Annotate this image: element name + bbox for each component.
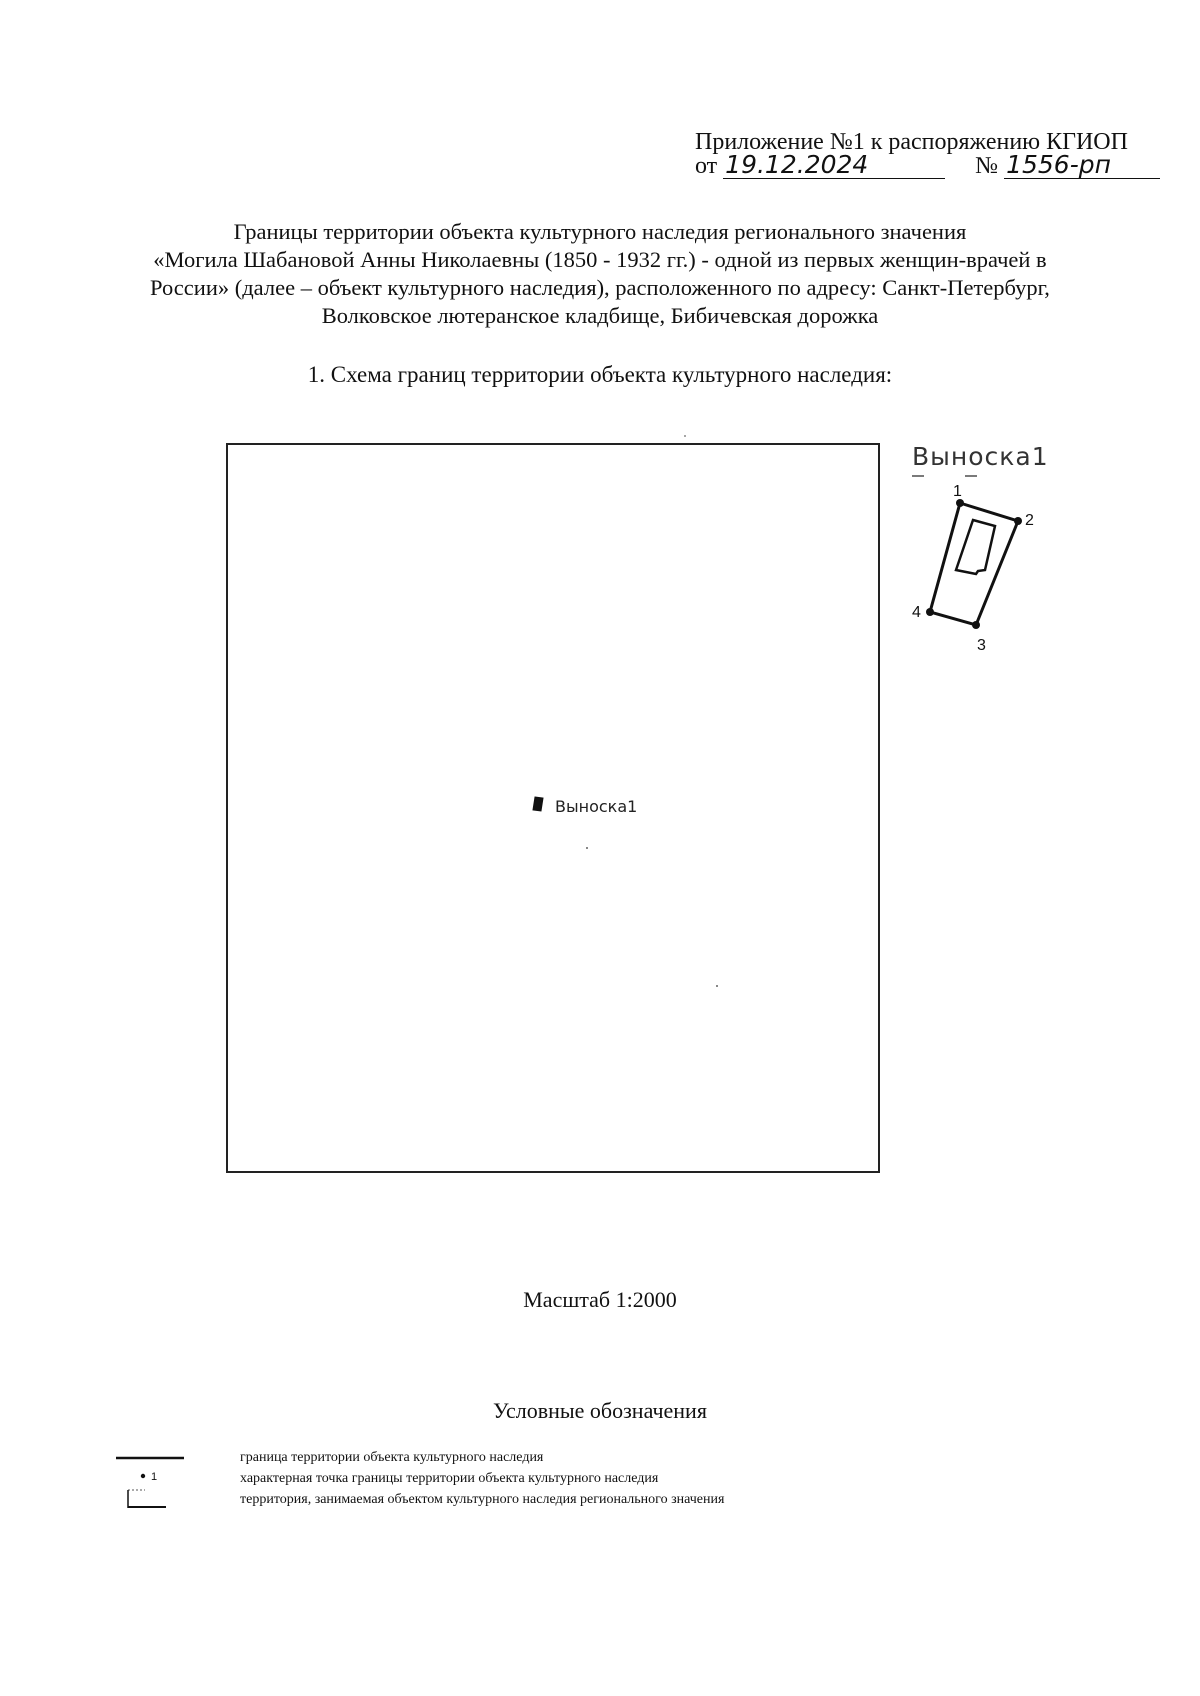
date-prefix: от	[695, 153, 718, 179]
point-label-2: 2	[1025, 512, 1034, 529]
appendix-label: Приложение №1 к распоряжению КГИОП	[695, 129, 1128, 155]
legend-point-number: 1	[151, 1471, 158, 1483]
map-speck	[586, 847, 588, 849]
boundary-point-3	[972, 621, 980, 629]
map-speck	[716, 985, 718, 987]
title-line-2: «Могила Шабановой Анны Николаевны (1850 - 1932 гг.) - одной из первых женщин-врачей в	[153, 247, 1047, 272]
boundary-point-2	[1014, 517, 1022, 525]
scale-label: Масштаб 1:2000	[523, 1287, 677, 1312]
section-heading: 1. Схема границ территории объекта культурного наследия:	[307, 362, 893, 387]
point-label-3: 3	[977, 637, 986, 654]
point-label-4: 4	[912, 604, 921, 621]
inset-title: Выноска1	[912, 442, 1049, 471]
handwritten-date: 19.12.2024	[723, 152, 945, 179]
object-marker	[533, 797, 543, 811]
object-outline	[956, 520, 995, 574]
point-label-1: 1	[953, 483, 962, 500]
legend-item-point: характерная точка границы территории объекта культурного наследия	[240, 1471, 659, 1486]
number-prefix: №	[975, 153, 999, 179]
title-line-1: Границы территории объекта культурного наследия регионального значения	[233, 219, 967, 244]
legend-item-territory: территория, занимаемая объектом культурного наследия регионального значения	[240, 1492, 725, 1507]
title-line-4: Волковское лютеранское кладбище, Бибичевская дорожка	[321, 303, 879, 328]
handwritten-number: 1556-рп	[1004, 152, 1160, 179]
title-line-3: России» (далее – объект культурного наследия), расположенного по адресу: Санкт-Петербург,	[150, 275, 1050, 300]
legend-title: Условные обозначения	[493, 1398, 707, 1423]
map-speck	[684, 435, 686, 437]
legend-point-icon	[141, 1474, 145, 1478]
map-callout-label: Выноска1	[555, 797, 638, 816]
boundary-point-1	[956, 499, 964, 507]
boundary-point-4	[926, 608, 934, 616]
legend-item-boundary: граница территории объекта культурного наследия	[240, 1450, 544, 1465]
